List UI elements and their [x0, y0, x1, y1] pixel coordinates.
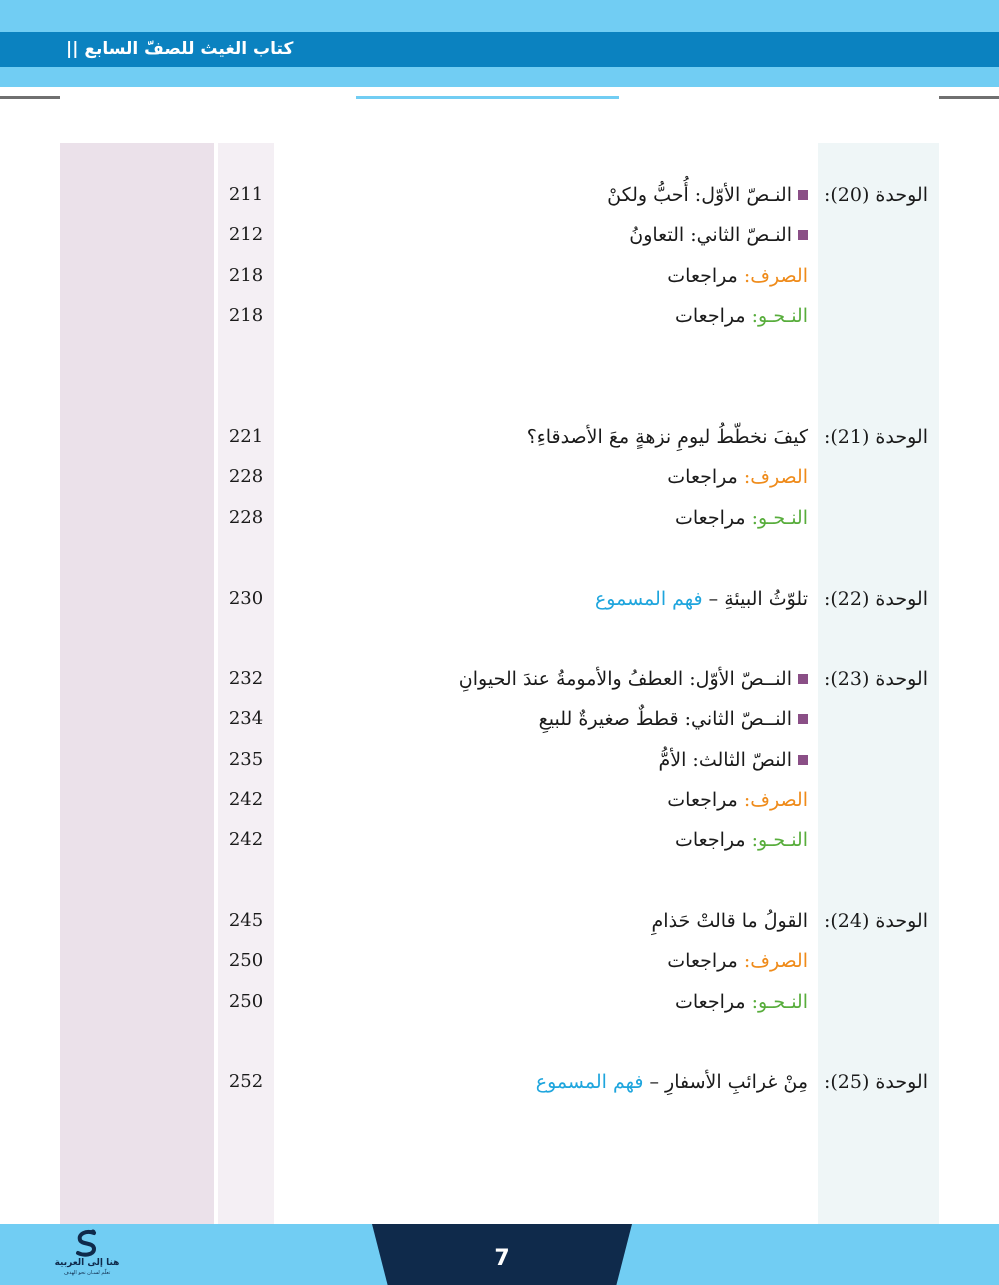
- divider-right: [939, 96, 999, 99]
- header-top-band: [0, 0, 999, 32]
- toc-entry: [290, 785, 808, 815]
- toc-entry: [290, 906, 808, 936]
- entry-page-number: 245: [228, 910, 264, 931]
- sarf-label: الصرف:: [743, 789, 808, 811]
- entry-title: مراجعات: [675, 507, 752, 529]
- sarf-label: الصرف:: [743, 466, 808, 488]
- nahw-label: النـحـو:: [751, 991, 808, 1013]
- entry-title: النــصّ الأوّل: العطفُ والأمومةُ عندَ الحيوانِ: [458, 668, 792, 690]
- entry-page-number: 218: [228, 265, 264, 286]
- toc-entry: [290, 180, 808, 210]
- header-bottom-band: [0, 67, 999, 87]
- unit-label: الوحدة (25):: [823, 1071, 928, 1093]
- entry-page-number: 212: [228, 224, 264, 245]
- bullet-square-icon: [798, 190, 808, 200]
- toc-entry: [290, 462, 808, 492]
- entry-title: النـصّ الثاني: التعاونُ: [629, 224, 792, 246]
- page-number: 7: [494, 1246, 510, 1271]
- entry-page-number: 250: [228, 950, 264, 971]
- publisher-logo: [52, 1228, 122, 1280]
- nahw-label: النـحـو:: [751, 829, 808, 851]
- unit-label: الوحدة (20):: [823, 184, 928, 206]
- unit-label: الوحدة (23):: [823, 668, 928, 690]
- entry-title: مراجعات: [667, 950, 744, 972]
- entry-page-number: 211: [228, 184, 264, 205]
- divider-left: [0, 96, 60, 99]
- divider-center: [356, 96, 619, 99]
- margin-column: [60, 143, 214, 1225]
- entry-title: النــصّ الثاني: قططٌ صغيرةٌ للبيعِ: [538, 708, 792, 730]
- logo-subtext: تعلّم لسـان نحو الهدف: [63, 1270, 111, 1276]
- entry-title: مِنْ غرائبِ الأسفارِ –: [643, 1071, 808, 1093]
- entry-page-number: 228: [228, 466, 264, 487]
- listening-label: فهم المسموع: [594, 588, 703, 610]
- entry-title: كيفَ نخطّطُ ليومِ نزهةٍ معَ الأصدقاءِ؟: [526, 426, 808, 448]
- entry-title: مراجعات: [675, 991, 752, 1013]
- nahw-label: النـحـو:: [751, 305, 808, 327]
- sarf-label: الصرف:: [743, 950, 808, 972]
- unit-label: الوحدة (21):: [823, 426, 928, 448]
- unit-label: الوحدة (24):: [823, 910, 928, 932]
- toc-entry: [290, 745, 808, 775]
- nahw-label: النـحـو:: [751, 507, 808, 529]
- logo-icon: [72, 1228, 102, 1258]
- footer-right-band: [600, 1224, 999, 1285]
- toc-entry: [290, 987, 808, 1017]
- toc-entry: [290, 261, 808, 291]
- toc-entry: [290, 220, 808, 250]
- entry-title: مراجعات: [667, 466, 744, 488]
- entry-page-number: 242: [228, 789, 264, 810]
- toc-entry: [290, 301, 808, 331]
- entry-title: مراجعات: [667, 265, 744, 287]
- entry-title: مراجعات: [667, 789, 744, 811]
- bullet-square-icon: [798, 755, 808, 765]
- listening-label: فهم المسموع: [535, 1071, 644, 1093]
- entry-title: تلوّثُ البيئةِ –: [702, 588, 808, 610]
- entry-page-number: 235: [228, 749, 264, 770]
- entry-page-number: 232: [228, 668, 264, 689]
- entry-page-number: 230: [228, 588, 264, 609]
- unit-label: الوحدة (22):: [823, 588, 928, 610]
- sarf-label: الصرف:: [743, 265, 808, 287]
- logo-text: هنا إلى العربية: [54, 1258, 120, 1268]
- entry-title: مراجعات: [675, 829, 752, 851]
- toc-entry: [290, 946, 808, 976]
- toc-entry: [290, 664, 808, 694]
- toc-entry: [290, 1067, 808, 1097]
- toc-entry: [290, 704, 808, 734]
- toc-entry: [290, 422, 808, 452]
- entry-title: النصّ الثالث: الأمُّ: [658, 749, 792, 771]
- entry-page-number: 228: [228, 507, 264, 528]
- toc-entry: [290, 825, 808, 855]
- entry-page-number: 252: [228, 1071, 264, 1092]
- toc-entry: [290, 584, 808, 614]
- entry-title: مراجعات: [675, 305, 752, 327]
- toc-entry: [290, 503, 808, 533]
- bullet-square-icon: [798, 714, 808, 724]
- entry-page-number: 218: [228, 305, 264, 326]
- entry-title: القولُ ما قالتْ حَذامِ: [651, 910, 808, 932]
- entry-page-number: 250: [228, 991, 264, 1012]
- bullet-square-icon: [798, 230, 808, 240]
- entry-page-number: 221: [228, 426, 264, 447]
- entry-page-number: 234: [228, 708, 264, 729]
- entry-title: النـصّ الأوّل: أُحبُّ ولكنْ: [607, 184, 792, 206]
- book-title: || كتاب الغيث للصفّ السابع: [66, 39, 294, 59]
- entry-page-number: 242: [228, 829, 264, 850]
- bullet-square-icon: [798, 674, 808, 684]
